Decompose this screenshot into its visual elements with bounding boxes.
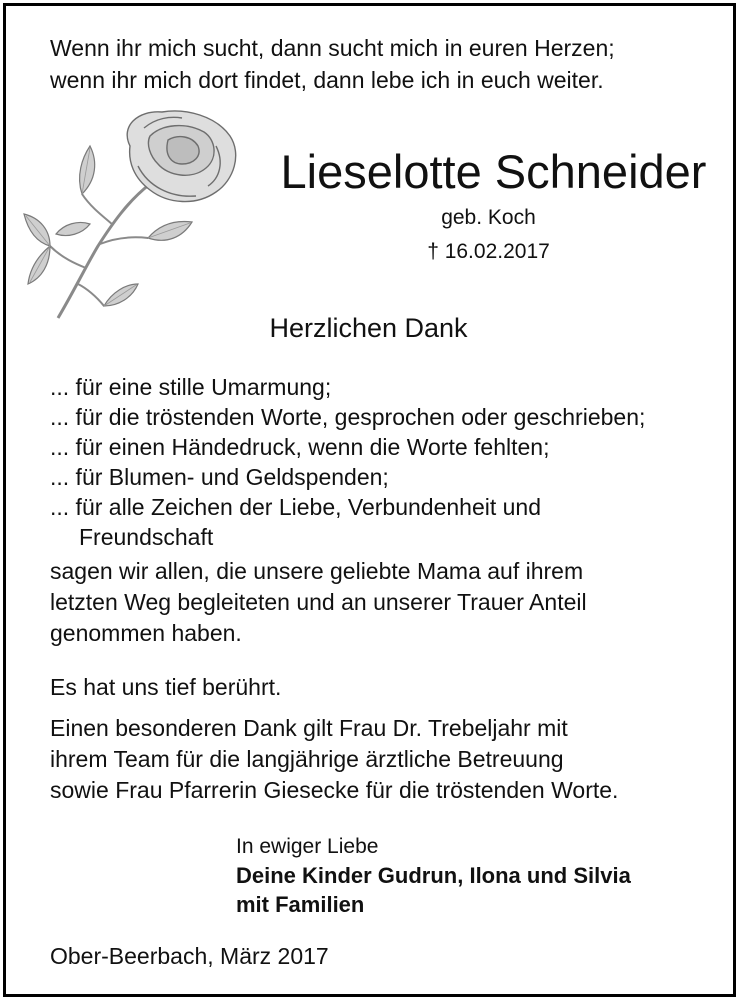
signature-line-2: mit Familien [236,892,365,917]
obituary-card [3,3,736,997]
thanks-paragraph [50,556,587,649]
closing-salutation: In ewiger Liebe [236,835,379,858]
list-item: ... für einen Händedruck, wenn die Worte fehlten; [50,434,550,460]
paragraph-line: ihrem Team für die langjährige ärztliche Betreuung [50,746,564,772]
signature-line-1: Deine Kinder Gudrun, Ilona und Silvia [236,863,631,888]
paragraph-line: Einen besonderen Dank gilt Frau Dr. Trebeljahr mit [50,715,568,741]
motto-line-1: Wenn ihr mich sucht, dann sucht mich in euren Herzen; [50,35,615,61]
birth-name: geb. Koch [441,206,536,229]
deceased-name: Lieselotte Schneider [280,145,707,198]
list-item: ... für eine stille Umarmung; [50,374,332,400]
paragraph-line: genommen haben. [50,620,242,646]
rose-icon [20,106,250,321]
thanks-list [50,372,645,552]
paragraph-line: letzten Weg begleiteten und an unserer Trauer Anteil [50,589,587,615]
thanks-heading: Herzlichen Dank [269,313,468,343]
motto-line-2: wenn ihr mich dort findet, dann lebe ich in euch weiter. [50,67,604,93]
place-date: Ober-Beerbach, März 2017 [50,943,329,969]
list-item [50,492,645,552]
motto [50,32,615,96]
closing [236,832,631,919]
paragraph-line: sowie Frau Pfarrerin Giesecke für die tröstenden Worte. [50,777,619,803]
special-thanks-paragraph [50,713,618,806]
list-item-text: ... für alle Zeichen der Liebe, Verbundenheit und [50,494,542,520]
touched-paragraph: Es hat uns tief berührt. [50,674,282,700]
list-item: ... für Blumen- und Geldspenden; [50,464,389,490]
paragraph-line: sagen wir allen, die unsere geliebte Mama auf ihrem [50,558,584,584]
death-date: † 16.02.2017 [427,240,550,263]
list-item-continuation: Freundschaft [79,524,214,550]
list-item: ... für die tröstenden Worte, gesprochen oder geschrieben; [50,404,646,430]
